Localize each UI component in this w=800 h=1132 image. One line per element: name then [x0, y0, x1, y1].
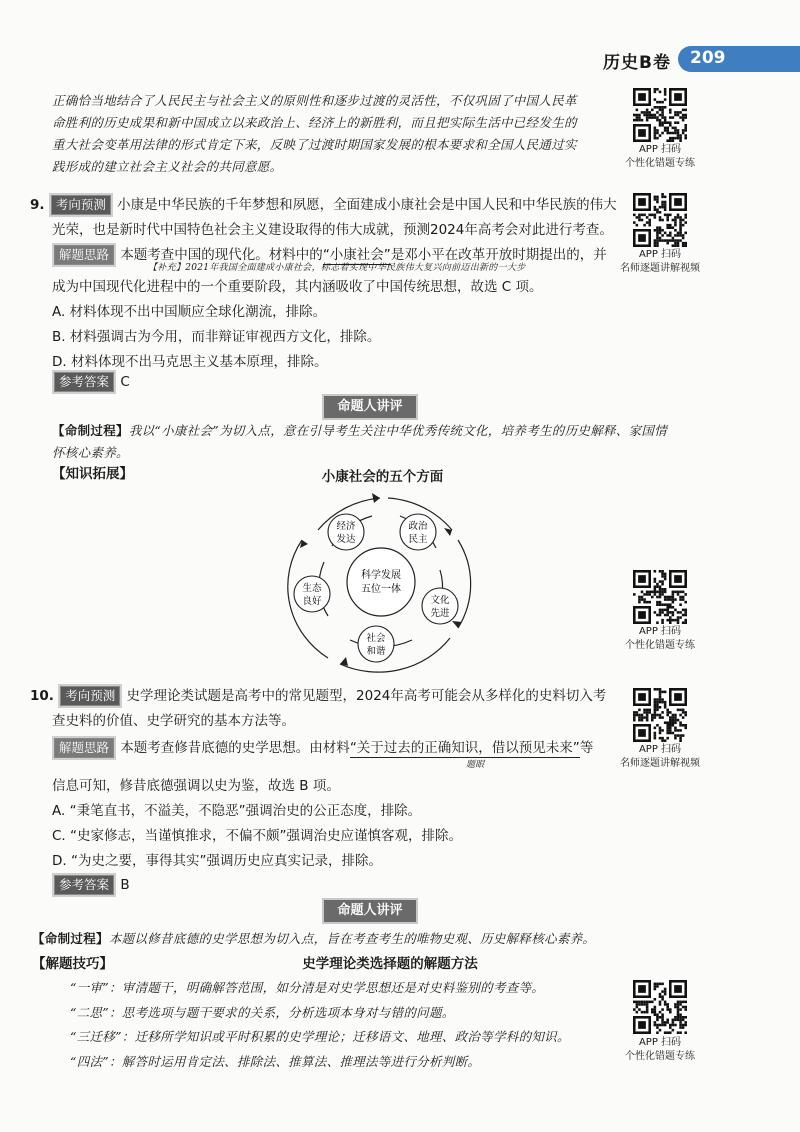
q10-skills-label: 【解题技巧】	[32, 956, 113, 972]
qr-caption	[615, 248, 705, 276]
diagram-center-line1: 科学发展	[361, 570, 401, 581]
qr-caption	[615, 1036, 705, 1064]
q10-forecast-row	[30, 684, 606, 709]
q9-forecast-tag: 考向预测	[49, 193, 113, 217]
diagram-center-line2: 五位一体	[361, 584, 401, 595]
q10-number: 10.	[30, 688, 54, 704]
q9-forecast-text: 小康是中华民族的千年梦想和夙愿，全面建成小康社会是中国人民和中华民族的伟大	[117, 197, 617, 213]
q10-answer-tag: 参考答案	[52, 873, 116, 897]
qr-caption-line: APP 扫码	[638, 249, 682, 260]
diagram-node-text: 民主	[408, 534, 428, 545]
diagram-node-text: 文化	[430, 595, 450, 606]
q10-analysis-row	[52, 736, 593, 761]
q10-answer-row	[52, 873, 130, 898]
q10-analysis-pre: 本题考查修昔底德的史学思想。由材料	[120, 740, 350, 756]
diagram-node-text: 经济	[336, 521, 356, 532]
q10-option: D. “为史之要，事得其实”强调历史应真实记录，排除。	[52, 853, 382, 869]
diagram-node-society	[358, 626, 394, 662]
qr-caption	[615, 143, 705, 171]
q9-process-label: 【命制过程】	[52, 423, 129, 438]
skill-item: “四法”：解答时运用肯定法、排除法、推算法、推理法等进行分析判断。	[70, 1053, 481, 1069]
q9-forecast-row	[30, 193, 617, 218]
q9-process-text2: 怀核心素养。	[52, 445, 129, 460]
xiaokang-five-aspects-diagram	[280, 490, 480, 678]
q10-forecast-tag: 考向预测	[58, 684, 122, 708]
q10-analysis-quote: “关于过去的正确知识，借以预见未来”	[349, 740, 580, 756]
qr-code-icon[interactable]	[633, 88, 687, 142]
intro-line: 命胜利的历史成果和新中国成立以来政治上、经济上的新胜利，而且把实际生活中已经发生的	[52, 115, 577, 130]
q9-number: 9.	[30, 197, 45, 213]
q9-forecast-line2: 光荣，也是新时代中国特色社会主义建设取得的伟大成就，预测2024年高考会对此进行考查。	[52, 222, 613, 238]
skill-item: “一审”：审清题干，明确解答范围，如分清是对史学思想还是对史料鉴别的考查等。	[70, 980, 545, 995]
diagram-node-politics	[400, 514, 436, 550]
q9-analysis-tag: 解题思路	[52, 243, 116, 267]
q9-option: A. 材料体现不出中国顺应全球化潮流，排除。	[52, 304, 327, 320]
q9-analysis-line2: 成为中国现代化进程中的一个重要阶段，其内涵吸收了中国传统思想，故选 C 项。	[52, 279, 543, 295]
diagram-node-text: 先进	[430, 608, 450, 619]
qr-caption-line: APP 扫码	[638, 626, 682, 637]
q9-option: B. 材料强调古为今用，而非辩证审视西方文化，排除。	[52, 329, 381, 345]
diagram-node-ecology	[294, 576, 330, 612]
qr-code-icon[interactable]	[633, 193, 687, 247]
q10-handwritten-note: 题眼	[466, 760, 485, 770]
page-number: 209	[690, 48, 726, 68]
diagram-node-text: 和谐	[366, 646, 386, 657]
q9-analysis-pre: 本题考查中国的现代化。材料中的	[120, 247, 323, 263]
q9-answer: C	[120, 374, 130, 390]
q10-option: A. “秉笔直书，不溢美，不隐恶”强调治史的公正态度，排除。	[52, 803, 422, 819]
q9-answer-tag: 参考答案	[52, 370, 116, 394]
qr-caption-line: 个性化错题专练	[625, 158, 695, 169]
q9-analysis-post: 是邓小平在改革开放时期提出的，并	[390, 247, 607, 263]
qr-caption-line: APP 扫码	[638, 744, 682, 755]
qr-caption-line: 名师逐题讲解视频	[620, 758, 700, 769]
q10-forecast-line2: 查史料的价值、史学研究的基本方法等。	[52, 713, 295, 729]
q10-process-label: 【命制过程】	[32, 931, 109, 946]
skill-item: “二思”：思考选项与题干要求的关系，分析选项本身对与错的问题。	[70, 1004, 455, 1020]
diagram-node-culture	[422, 588, 458, 624]
qr-caption-line: APP 扫码	[638, 1037, 682, 1048]
diagram-node-text: 发达	[336, 534, 356, 545]
intro-line: 重大社会变革用法律的形式肯定下来，反映了过渡时期国家发展的根本要求和全国人民通过实	[52, 137, 577, 152]
q10-analysis-line2: 信息可知，修昔底德强调以史为鉴，故选 B 项。	[52, 778, 340, 794]
qr-caption	[615, 743, 705, 771]
qr-caption	[615, 625, 705, 653]
diagram-center-circle	[347, 548, 415, 616]
running-header-title: 历史B卷	[603, 53, 671, 73]
intro-paragraph	[52, 90, 577, 178]
qr-caption-line: APP 扫码	[638, 144, 682, 155]
intro-line: 正确恰当地结合了人民民主与社会主义的原则性和逐步过渡的灵活性，不仅巩固了中国人民革	[52, 93, 577, 108]
q9-process-text: 我以“小康社会”为切入点，意在引导考生关注中华优秀传统文化，培养考生的历史解释、家国情	[128, 423, 667, 438]
q9-analysis-quote: “小康社会”	[322, 247, 391, 263]
qr-code-icon[interactable]	[633, 980, 687, 1034]
skill-item: “三迁移”：迁移所学知识或平时积累的史学理论；迁移语文、地理、政治等学科的知识。	[70, 1029, 570, 1044]
q9-commentary-banner: 命题人讲评	[322, 394, 418, 420]
q10-commentary-banner: 命题人讲评	[322, 898, 418, 924]
q10-analysis-post: 等	[579, 740, 594, 756]
diagram-node-economy	[328, 514, 364, 550]
q10-process-text: 本题以修昔底德的史学思想为切入点，旨在考查考生的唯物史观、历史解释核心素养。	[108, 931, 596, 946]
qr-caption-line: 个性化错题专练	[625, 1051, 695, 1062]
q9-answer-row	[52, 370, 130, 395]
q10-skills-title: 史学理论类选择题的解题方法	[302, 956, 478, 972]
intro-line: 践形成的建立社会主义社会的共同意愿。	[52, 159, 283, 174]
q10-option: C. “史家修志，当谨慎推求，不偏不颇”强调治史应谨慎客观，排除。	[52, 828, 462, 844]
diagram-node-text: 良好	[302, 596, 322, 607]
q9-process	[52, 420, 667, 464]
qr-caption-line: 个性化错题专练	[625, 640, 695, 651]
q9-handwritten-note: 【补充】2021年我国全面建成小康社会，标志着实现中华民族伟大复兴向前迈出新的一大步	[148, 263, 526, 273]
q10-forecast-text: 史学理论类试题是高考中的常见题型，2024年高考可能会从多样化的史料切入考	[126, 688, 607, 704]
diagram-title: 小康社会的五个方面	[321, 469, 444, 485]
q9-option: D. 材料体现不出马克思主义基本原理，排除。	[52, 354, 328, 370]
qr-code-icon[interactable]	[633, 570, 687, 624]
q10-answer: B	[120, 877, 130, 893]
diagram-node-text: 社会	[366, 633, 386, 644]
q10-skills-list	[70, 976, 570, 1074]
q9-knowledge-label: 【知识拓展】	[52, 466, 133, 482]
diagram-node-text: 生态	[302, 583, 322, 594]
q10-process	[32, 928, 595, 950]
diagram-node-text: 政治	[408, 521, 428, 532]
q10-analysis-tag: 解题思路	[52, 736, 116, 760]
qr-caption-line: 名师逐题讲解视频	[620, 263, 700, 274]
qr-code-icon[interactable]	[633, 688, 687, 742]
